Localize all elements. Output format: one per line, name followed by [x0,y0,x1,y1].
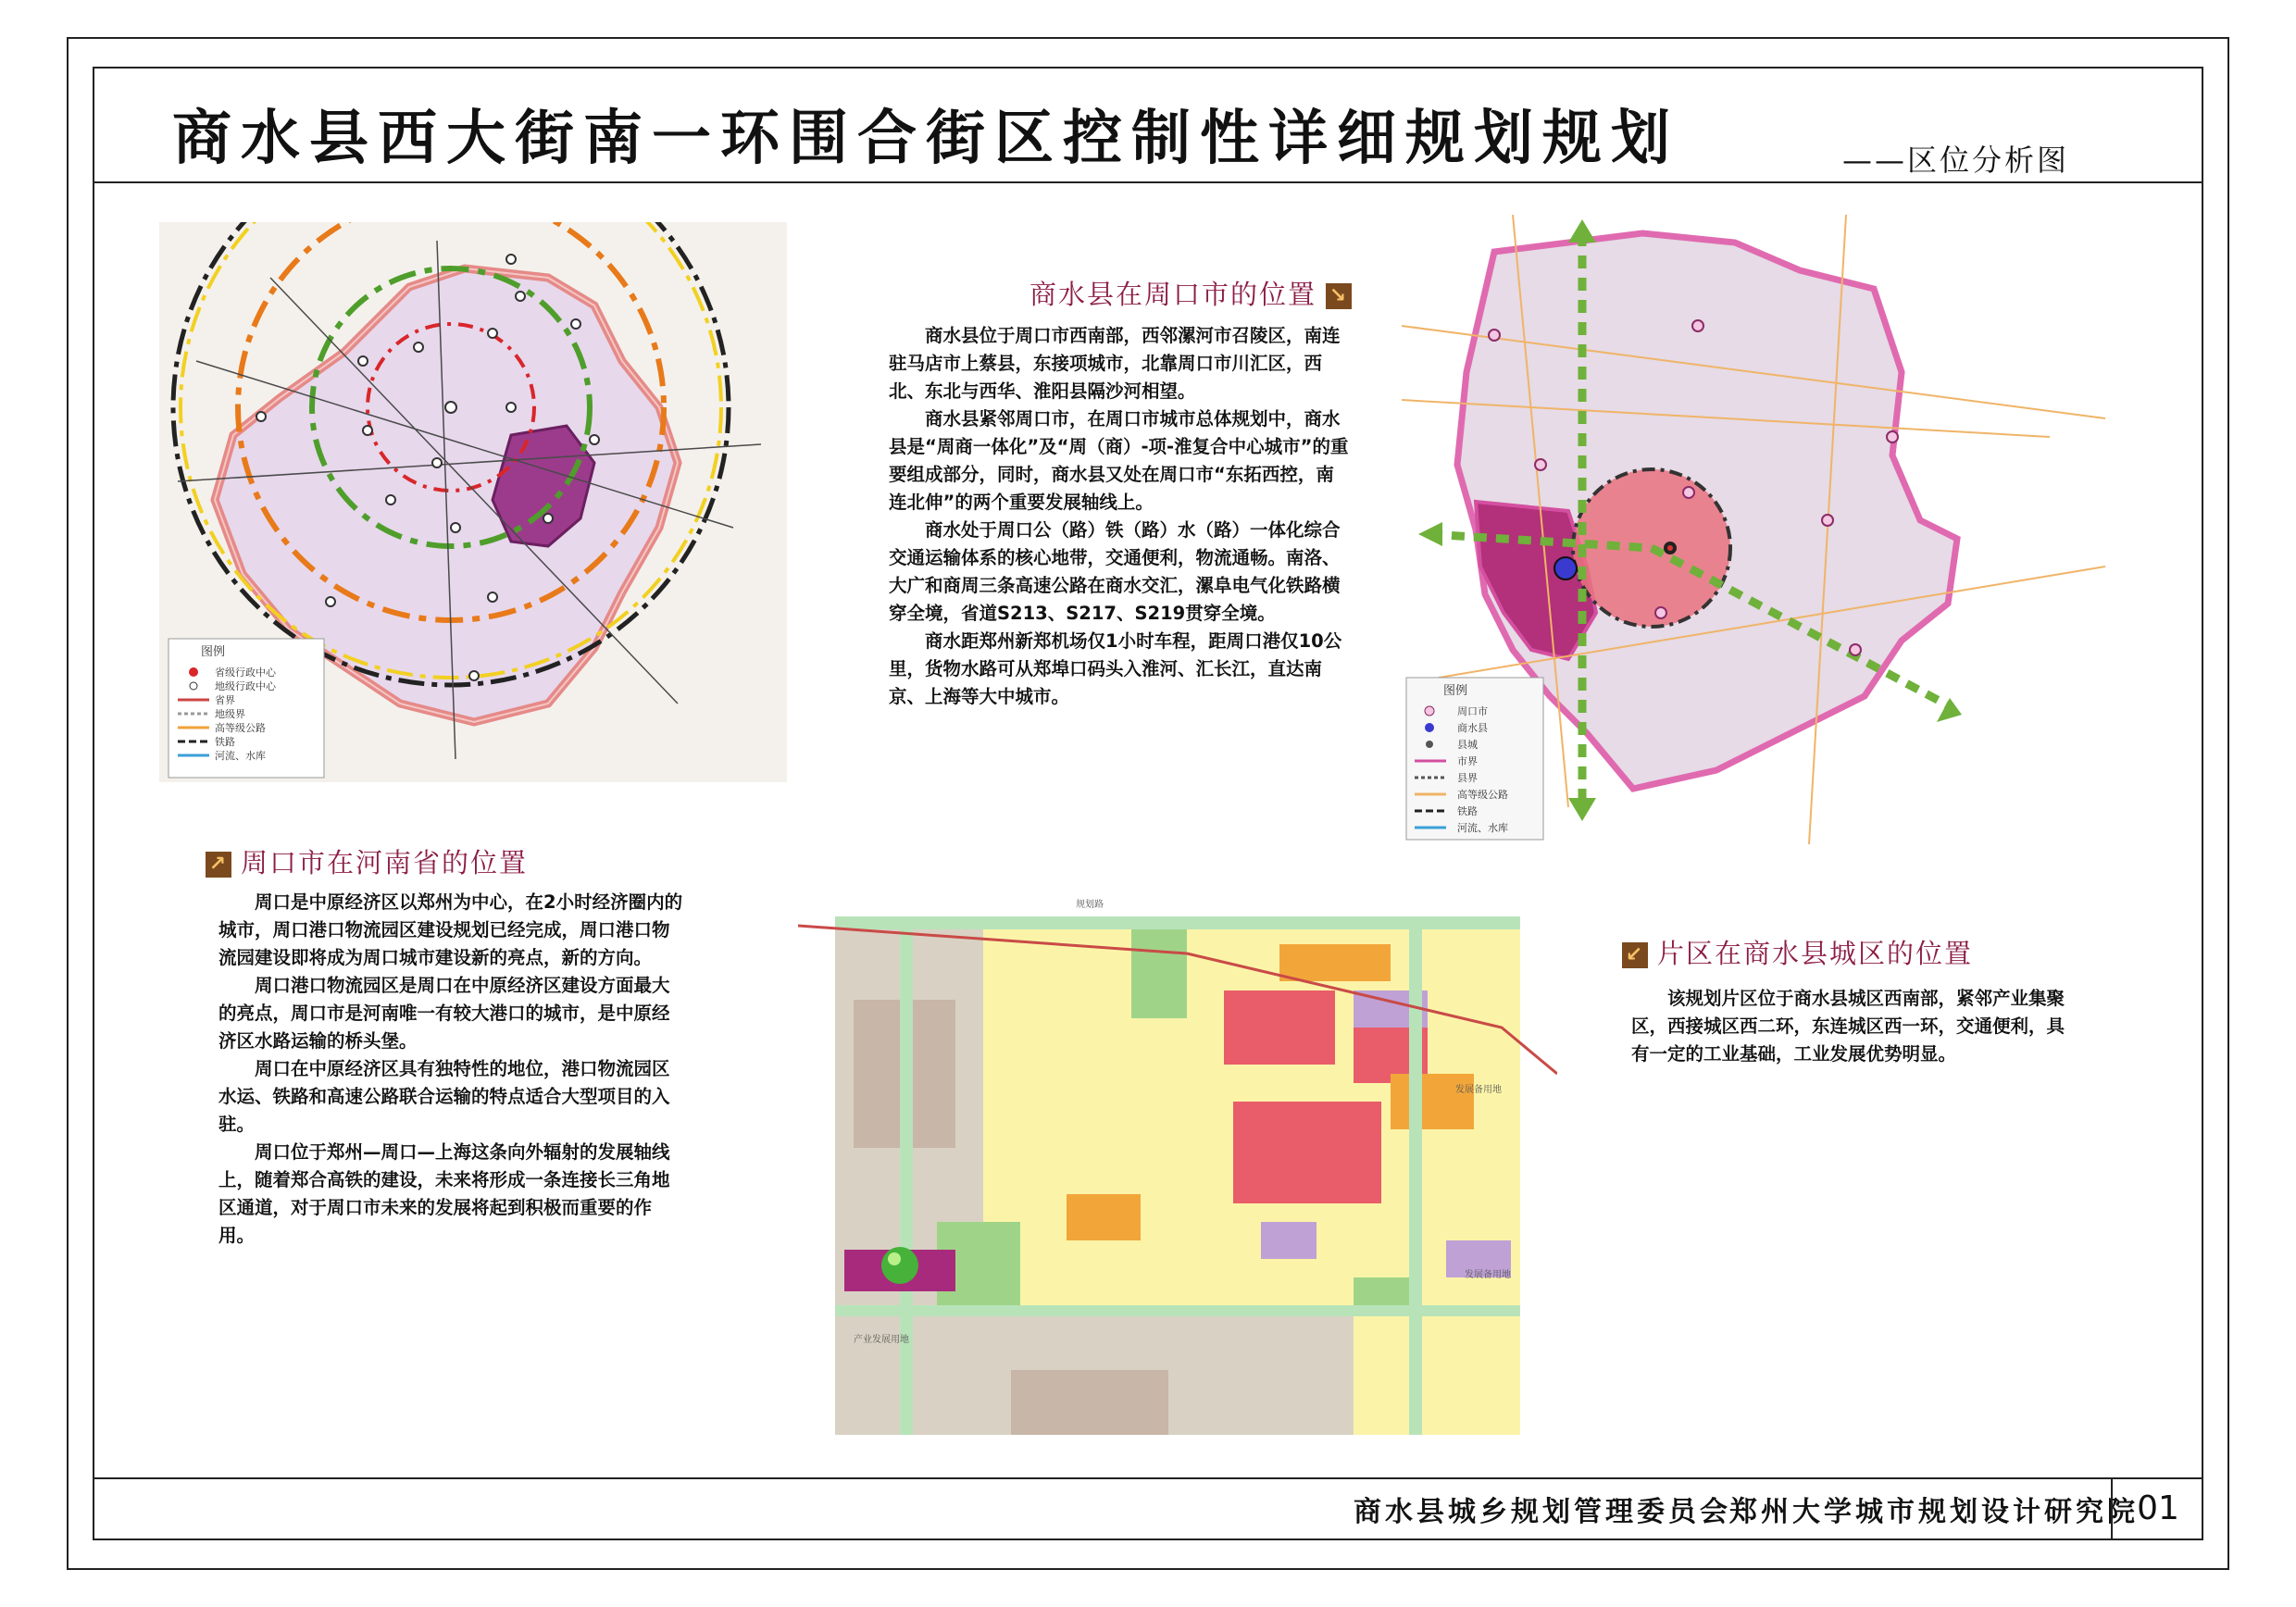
svg-text:高等级公路: 高等级公路 [1457,789,1508,801]
city-paragraph: 周口位于郑州—周口—上海这条向外辐射的发展轴线上，随着郑合高铁的建设，未来将形成一条连接长三角地区通道，对于周口市未来的发展将起到积极而重要的作用。 [218,1141,670,1246]
arrow-down-right-icon: ↘ [1326,283,1352,309]
page-subtitle: ——区位分析图 [1842,143,2070,178]
section-heading-county-text: 商水县在周口市的位置 [1029,279,1317,310]
section-heading-city [206,842,528,880]
section-body-county [889,322,1352,711]
section-body-site [1631,985,2076,1068]
county-paragraph: 商水县位于周口市西南部，西邻漯河市召陵区，南连驻马店市上蔡县，东接项城市，北靠周口市川汇区，西北、东北与西华、淮阳县隔沙河相望。 [889,325,1341,402]
footer-divider [93,1477,2203,1479]
svg-text:县城: 县城 [1457,739,1478,751]
svg-text:高等级公路: 高等级公路 [215,722,266,734]
page-number: 01 [2111,1477,2203,1540]
section-heading-site-text: 片区在商水县城区的位置 [1657,938,1974,969]
city-paragraph: 周口港口物流园区是周口在中原经济区建设方面最大的亮点，周口市是河南唯一有较大港口的城市，是中原经济区水路运输的桥头堡。 [218,975,670,1052]
svg-text:铁路: 铁路 [215,736,235,748]
county-paragraph: 商水处于周口公（路）铁（路）水（路）一体化综合交通运输体系的核心地带，交通便利，物流通畅。南洛、大广和商周三条高速公路在商水交汇，漯阜电气化铁路横穿全境，省道S213、S217、S219贯穿全境。 [889,519,1341,624]
svg-text:铁路: 铁路 [1457,805,1478,817]
section-body-city [218,889,686,1250]
svg-text:产业发展用地: 产业发展用地 [854,1335,909,1345]
arrow-down-left-icon: ↙ [1622,942,1648,968]
page-title: 商水县西大街南一环围合街区控制性详细规划规划 [172,105,1679,173]
city-paragraph: 周口是中原经济区以郑州为中心，在2小时经济圈内的城市，周口港口物流园区建设规划已经完成，周口港口物流园建设即将成为周口城市建设新的亮点，新的方向。 [218,891,683,968]
svg-text:地级行政中心: 地级行政中心 [215,680,276,692]
footer-org-right: 郑州大学城市规划设计研究院 [1729,1496,2139,1528]
zhoukou-location-map [1402,215,2115,844]
section-heading-city-text: 周口市在河南省的位置 [241,847,529,878]
svg-text:河流、水库: 河流、水库 [1457,822,1508,834]
site-paragraph: 该规划片区位于商水县城区西南部，紧邻产业集聚区，西接城区西二环，东连城区西一环，交通便利，具有一定的工业基础，工业发展优势明显。 [1631,988,2065,1065]
svg-text:省界: 省界 [215,694,235,706]
svg-text:县界: 县界 [1457,772,1478,784]
svg-text:商水县: 商水县 [1457,722,1488,734]
arrow-up-right-icon: ↗ [206,852,231,878]
section-heading-site [1622,933,1973,971]
svg-text:图例: 图例 [1443,684,1468,698]
title-divider [93,181,2203,183]
town-site-map [798,889,1557,1463]
svg-text:规划路: 规划路 [1076,900,1104,910]
henan-location-map [159,222,787,782]
svg-text:发展备用地: 发展备用地 [1455,1085,1502,1095]
city-paragraph: 周口在中原经济区具有独特性的地位，港口物流园区水运、铁路和高速公路联合运输的特点适合大型项目的入驻。 [218,1058,670,1135]
svg-text:省级行政中心: 省级行政中心 [215,666,276,679]
svg-text:河流、水库: 河流、水库 [215,750,266,762]
svg-text:发展备用地: 发展备用地 [1465,1270,1511,1280]
svg-text:地级界: 地级界 [215,708,245,720]
svg-text:图例: 图例 [201,645,226,659]
county-paragraph: 商水距郑州新郑机场仅1小时车程，距周口港仅10公里，货物水路可从郑埠口码头入淮河、汇长江，直达南京、上海等大中城市。 [889,630,1342,707]
section-heading-county [1029,274,1361,312]
footer-org-left: 商水县城乡规划管理委员会 [1354,1496,1731,1528]
svg-text:市界: 市界 [1457,755,1478,767]
svg-text:周口市: 周口市 [1457,705,1488,717]
county-paragraph: 商水县紧邻周口市，在周口市城市总体规划中，商水县是“周商一体化”及“周（商）-项-淮复合中心城市”的重要组成部分，同时，商水县又处在周口市“东拓西控，南连北伸”的两个重要发展轴线上。 [889,408,1349,513]
